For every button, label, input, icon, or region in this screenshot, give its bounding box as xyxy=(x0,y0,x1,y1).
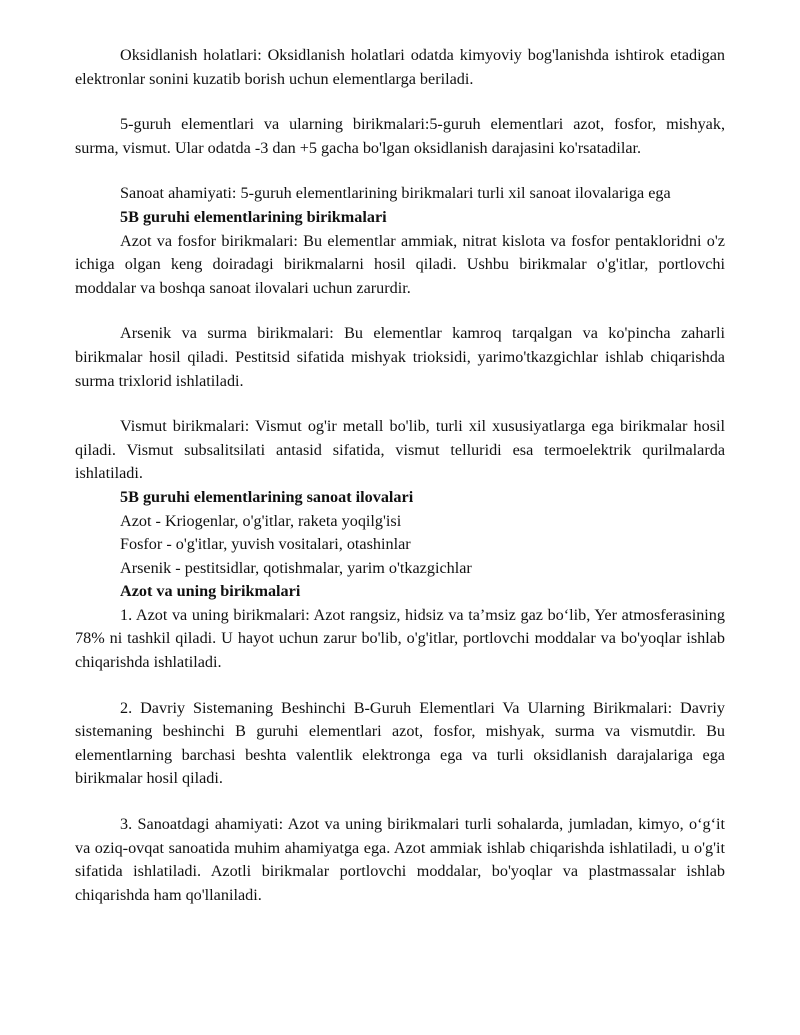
heading-5b-compounds: 5B guruhi elementlarining birikmalari xyxy=(120,207,387,226)
paragraph-industrial-importance: Sanoat ahamiyati: 5-guruh elementlarining birikmalari turli xil sanoat ilovalariga ega xyxy=(120,184,671,203)
heading-nitrogen-compounds: Azot va uning birikmalari xyxy=(120,582,301,601)
paragraph-nitrogen-phosphorus: Azot va fosfor birikmalari: Bu elementlar ammiak, nitrat kislota va fosfor pentakloridni o'z ichiga olgan keng doiradagi birikmalarni hosil qiladi. Ushbu birikmalar o'g'itlar, portlovchi moddalar va boshqa sanoat ilovalari uchun zarurdir. xyxy=(75,231,725,297)
paragraph-industry-3: 3. Sanoatdagi ahamiyati: Azot va uning birikmalari turli sohalarda, jumladan, kimyo, o‘g‘it va oziq-ovqat sanoatida muhim ahamiyatga ega. Azot ammiak ishlab chiqarishda ishlatiladi, u o'g'it sifatida ishlatiladi. Azotli birikmalar portlovchi moddalar, bo'yoqlar va plastmassalar ishlab chiqarishda ham qo'llaniladi. xyxy=(75,815,725,904)
paragraph-arsenic-antimony: Arsenik va surma birikmalari: Bu elementlar kamroq tarqalgan va ko'pincha zaharli birikmalar hosil qiladi. Pestitsid sifatida mishyak trioksidi, yarimo'tkazgichlar ishlab chiqarishda surma trixlorid ishlatiladi. xyxy=(75,324,725,390)
paragraph-periodic-group-2: 2. Davriy Sistemaning Beshinchi B-Guruh Elementlari Va Ularning Birikmalari: Davriy sistemaning beshinchi B guruhi elementlari azot, fosfor, mishyak, surma va vismutdir. Bu elementlarning barchasi beshta valentlik elektronga ega va turli oksidlanish darajalariga ega birikmalar hosil qiladi. xyxy=(75,698,725,788)
paragraph-nitrogen-1: 1. Azot va uning birikmalari: Azot rangsiz, hidsiz va ta’msiz gaz bo‘lib, Yer atmosferasining 78% ni tashkil qiladi. U hayot uchun zarur bo'lib, o'g'itlar, portlovchi moddalar va bo'yoqlar ishlab chiqarishda ishlatiladi. xyxy=(75,605,725,672)
paragraph-group5-elements: 5-guruh elementlari va ularning birikmalari:5-guruh elementlari azot, fosfor, mishyak, surma, vismut. Ular odatda -3 dan +5 gacha bo'lgan oksidlanish darajasini ko'rsatadilar. xyxy=(75,115,725,157)
list-item-phosphorus: Fosfor - o'g'itlar, yuvish vositalari, otashinlar xyxy=(120,535,411,554)
paragraph-bismuth: Vismut birikmalari: Vismut og'ir metall bo'lib, turli xil xususiyatlarga ega birikmalar hosil qiladi. Vismut subsalitsilati antasid sifatida, vismut telluridi esa termoelektrik qurilmalarda ishlatiladi. xyxy=(75,417,725,483)
paragraph-oxidation-states: Oksidlanish holatlari: Oksidlanish holatlari odatda kimyoviy bog'lanishda ishtirok etadigan elektronlar sonini kuzatib borish uchun elementlarga beriladi. xyxy=(75,46,725,88)
list-item-nitrogen: Azot - Kriogenlar, o'g'itlar, raketa yoqilg'isi xyxy=(120,511,402,530)
document-page xyxy=(75,44,725,907)
list-item-arsenic: Arsenik - pestitsidlar, qotishmalar, yarim o'tkazgichlar xyxy=(120,558,472,577)
heading-5b-industrial-uses: 5B guruhi elementlarining sanoat ilovalari xyxy=(120,487,414,506)
